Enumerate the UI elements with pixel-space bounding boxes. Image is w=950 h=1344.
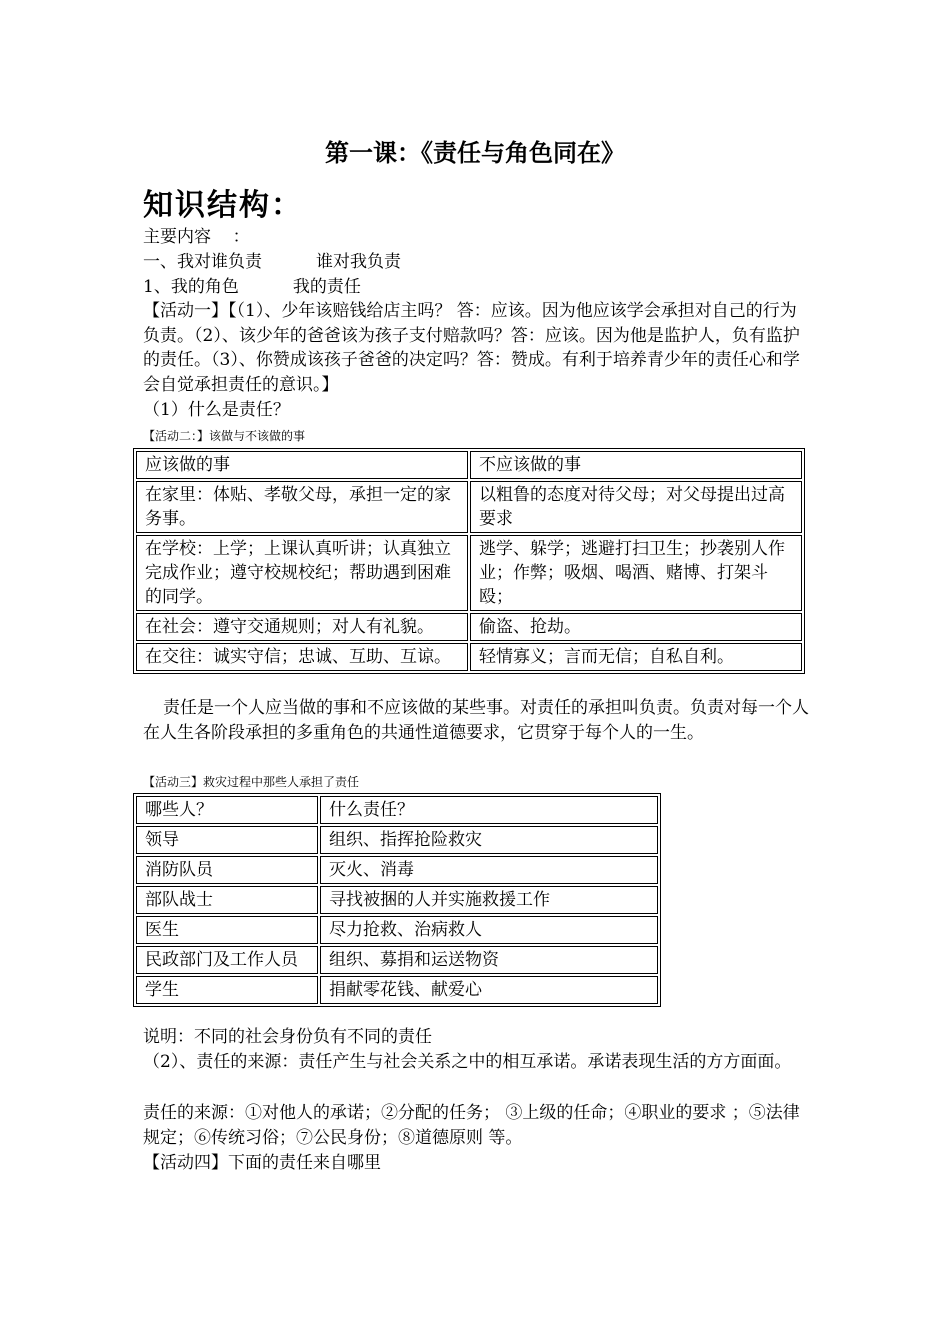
table-row bbox=[136, 481, 802, 533]
table-row bbox=[136, 886, 658, 914]
table-cell: 在交往：诚实守信；忠诚、互助、互谅。 bbox=[136, 643, 468, 671]
table-header-cell: 应该做的事 bbox=[136, 451, 468, 479]
table-row bbox=[136, 643, 802, 671]
lesson-title: 第一课：《责任与角色同在》 bbox=[325, 138, 625, 167]
should-do-table bbox=[133, 448, 805, 674]
table-cell: 部队战士 bbox=[136, 886, 318, 914]
table-cell: 偷盗、抢劫。 bbox=[470, 613, 802, 641]
table-row bbox=[136, 856, 658, 884]
table-cell: 医生 bbox=[136, 916, 318, 944]
table-row bbox=[136, 826, 658, 854]
table-cell: 学生 bbox=[136, 976, 318, 1004]
table-cell: 寻找被捆的人并实施救援工作 bbox=[320, 886, 658, 914]
activity-three-caption: 【活动三】救灾过程中那些人承担了责任 bbox=[143, 775, 360, 789]
table-row bbox=[136, 976, 658, 1004]
table-cell: 捐献零花钱、献爱心 bbox=[320, 976, 658, 1004]
disaster-roles-table bbox=[133, 793, 661, 1007]
subsection-one: 1、我的角色 我的责任 bbox=[143, 277, 361, 297]
table-cell: 灭火、消毒 bbox=[320, 856, 658, 884]
responsibility-source-paragraph: （2）、责任的来源：责任产生与社会关系之中的相互承诺。承诺表现生活的方方面面。 bbox=[143, 1052, 792, 1072]
table-cell: 在学校：上学；上课认真听讲；认真独立完成作业；遵守校规校纪；帮助遇到困难的同学。 bbox=[136, 535, 468, 611]
responsibility-definition: 责任是一个人应当做的事和不应该做的某些事。对责任的承担叫负责。负责对每一个人在人生各阶段承担的多重角色的共通性道德要求，它贯穿于每个人的一生。 bbox=[143, 698, 809, 743]
table-cell: 逃学、躲学；逃避打扫卫生；抄袭别人作业；作弊；吸烟、喝酒、赌博、打架斗殴； bbox=[470, 535, 802, 611]
activity-one-text: 【活动一】【（1）、少年该赔钱给店主吗？ 答：应该。因为他应该学会承担对自己的行为负责。（2）、该少年的爸爸该为孩子支付赔款吗？答：应该。因为他是监护人，负有监护的责任。（3）、你赞成该孩子爸爸的决定吗？答：赞成。有利于培养青少年的责任心和学会自觉承担责任的意识。】 bbox=[143, 301, 800, 395]
question-one: （1）什么是责任？ bbox=[143, 400, 290, 420]
table-cell: 组织、指挥抢险救灾 bbox=[320, 826, 658, 854]
section-heading: 知识结构： bbox=[143, 188, 303, 223]
table-cell: 消防队员 bbox=[136, 856, 318, 884]
table-cell: 轻情寡义；言而无信；自私自利。 bbox=[470, 643, 802, 671]
table-header-row bbox=[136, 451, 802, 479]
table-row bbox=[136, 613, 802, 641]
table-cell: 民政部门及工作人员 bbox=[136, 946, 318, 974]
table-header-row bbox=[136, 796, 658, 824]
table-header-cell: 不应该做的事 bbox=[470, 451, 802, 479]
table-row bbox=[136, 946, 658, 974]
table-cell: 以粗鲁的态度对待父母；对父母提出过高要求 bbox=[470, 481, 802, 533]
table-header-cell: 什么责任？ bbox=[320, 796, 658, 824]
activity-two-caption: 【活动二：】该做与不该做的事 bbox=[143, 429, 306, 443]
table-header-cell: 哪些人？ bbox=[136, 796, 318, 824]
main-content-label: 主要内容 ： bbox=[143, 227, 250, 247]
table-row bbox=[136, 535, 802, 611]
table-cell: 在社会：遵守交通规则；对人有礼貌。 bbox=[136, 613, 468, 641]
part-one-heading: 一、我对谁负责 谁对我负责 bbox=[143, 252, 402, 272]
table-cell: 领导 bbox=[136, 826, 318, 854]
table-row bbox=[136, 916, 658, 944]
activity-four-heading: 【活动四】下面的责任来自哪里 bbox=[143, 1153, 381, 1173]
table-cell: 尽力抢救、治病救人 bbox=[320, 916, 658, 944]
responsibility-sources-list: 责任的来源：①对他人的承诺；②分配的任务； ③上级的任命；④职业的要求 ；⑤法律规定；⑥传统习俗；⑦公民身份；⑧道德原则 等。 bbox=[143, 1103, 800, 1148]
note-text: 说明：不同的社会身份负有不同的责任 bbox=[143, 1027, 432, 1047]
table-cell: 在家里：体贴、孝敬父母，承担一定的家务事。 bbox=[136, 481, 468, 533]
table-cell: 组织、募捐和运送物资 bbox=[320, 946, 658, 974]
